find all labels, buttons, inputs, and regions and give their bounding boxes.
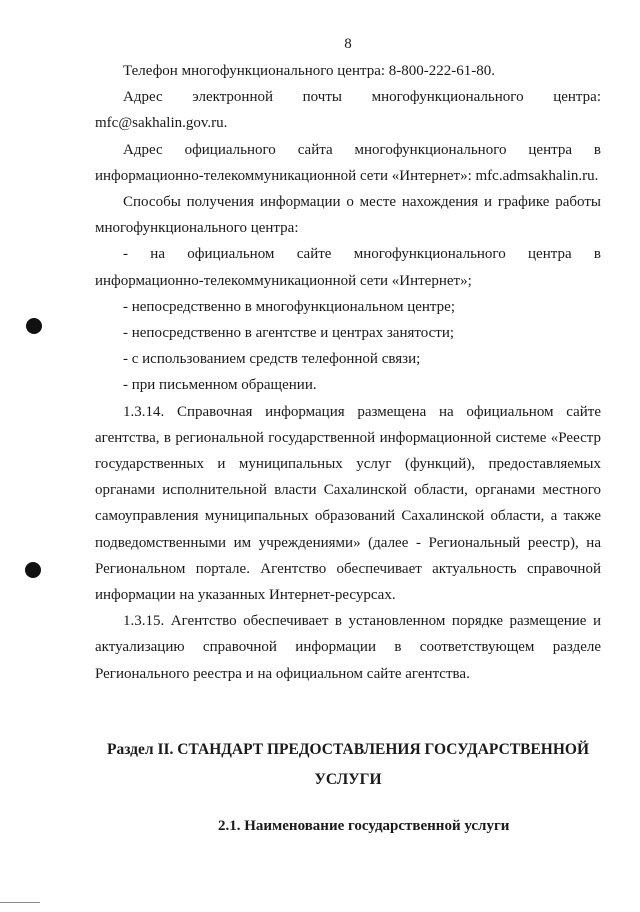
list-item-letter: - при письменном обращении. [123,377,317,394]
paragraph-1-3-15: 1.3.15. Агентство обеспечивает в установленном порядке размещение и актуализацию справочной информации в соответствующем разделе Регионального реестра и на официальном сайте агентства. [95,613,601,682]
list-item-center: - непосредственно в многофункциональном центре; [123,298,455,315]
list-item-phone: - с использованием средств телефонной связи; [123,351,421,368]
paragraph-info-methods: Способы получения информации о месте нахождения и графике работы многофункционального центра: [95,194,601,237]
paragraph-email: Адрес электронной почты многофункционального центра: mfc@sakhalin.gov.ru. [95,89,601,132]
list-item-website: - на официальном сайте многофункционального центра в информационно-телекоммуникационной сети «Интернет»; [95,246,601,289]
subsection-title: 2.1. Наименование государственной услуги [218,818,510,834]
list-item-agency: - непосредственно в агентстве и центрах занятости; [123,325,455,342]
paragraph-website: Адрес официального сайта многофункционального центра в информационно-телекоммуникационной сети «Интернет»: mfc.admsakhalin.ru. [95,141,601,184]
paragraph-phone: Телефон многофункционального центра: 8-800-222-61-80. [123,63,496,79]
page-number: 8 [344,36,352,52]
binder-hole-bottom [25,562,41,578]
document-body [95,58,601,687]
binder-hole-top [26,318,42,334]
scan-edge-line [0,902,40,903]
paragraph-1-3-14: 1.3.14. Справочная информация размещена на официальном сайте агентства, в региональной государственной информационной системе «Реестр государственных и муниципальных услуг (функций), предоставляемых органами исполнительной власти Сахалинской области, органами местного самоуправления муниципальных образований Сахалинской области, а также подведомственными им учреждениями» (далее - Региональный реестр), на Региональном портале. Агентство обеспечивает актуальность справочной информации на указанных Интернет-ресурсах. [95,403,601,604]
section-title: Раздел II. СТАНДАРТ ПРЕДОСТАВЛЕНИЯ ГОСУДАРСТВЕННОЙ УСЛУГИ [106,741,590,788]
